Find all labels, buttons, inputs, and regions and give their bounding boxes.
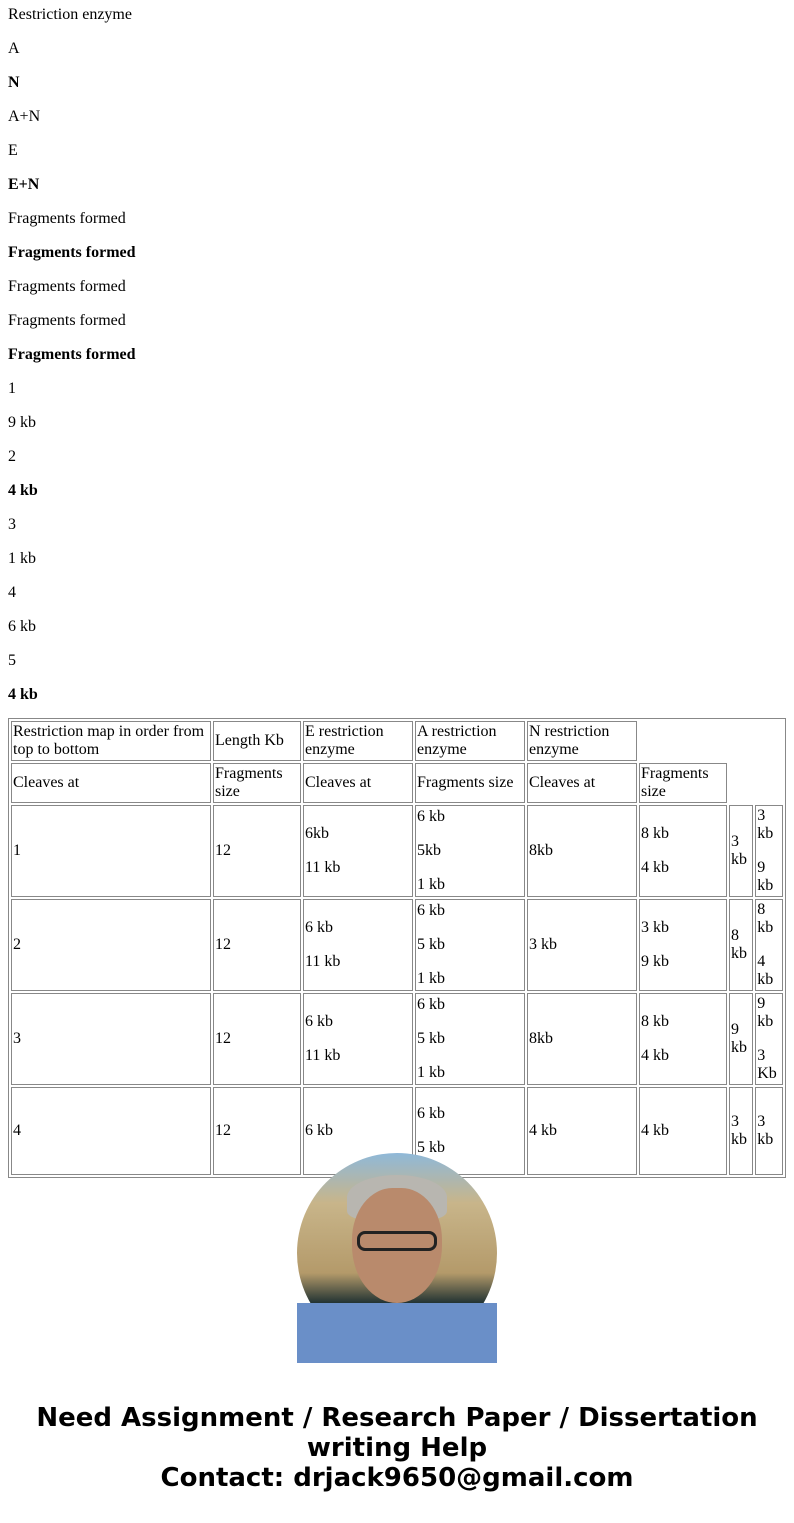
cell-line: 12 (215, 842, 231, 859)
document-content (8, 0, 786, 1156)
table-cell (415, 805, 525, 897)
cell-line: 9 kb (757, 859, 774, 894)
table-cell (415, 899, 525, 991)
cell-line: 8 kb (641, 1013, 669, 1030)
cell-line: 5 kb (417, 1030, 445, 1047)
cell-line: 4 kb (529, 1122, 557, 1139)
cell-line: 3 kb (529, 936, 557, 953)
cell-line: 3 kb (731, 833, 747, 868)
paragraph: E+N (8, 176, 40, 193)
cell-line: 3 kb (641, 919, 669, 936)
header-cell: Length Kb (213, 721, 301, 761)
table-cell (213, 1087, 301, 1175)
cell-line: 8 kb (757, 901, 774, 936)
table-cell (755, 899, 783, 991)
header-cell: Fragments size (415, 763, 525, 803)
table-header-row (11, 721, 783, 761)
paragraph: Fragments formed (8, 244, 136, 261)
header-cell: Cleaves at (303, 763, 413, 803)
header-cell: Cleaves at (11, 763, 211, 803)
paragraph: 6 kb (8, 618, 36, 635)
cell-line: 2 (13, 936, 21, 953)
table-cell (213, 993, 301, 1085)
paragraph: 1 (8, 380, 16, 397)
cell-line: 6 kb (417, 902, 445, 919)
cell-line: 6kb (305, 825, 329, 842)
paragraph-list (8, 0, 786, 714)
cell-line: 11 kb (305, 859, 341, 876)
footer-help-text: Need Assignment / Research Paper / Dissertation writing Help (36, 1403, 758, 1463)
table-cell (11, 1087, 211, 1175)
header-cell: Restriction map in order from top to bottom (11, 721, 211, 761)
cell-line: 4 kb (641, 1122, 669, 1139)
table-cell (11, 899, 211, 991)
cell-line: 1 kb (417, 1064, 445, 1081)
paragraph: Fragments formed (8, 346, 136, 363)
cell-line: 9 kb (757, 995, 774, 1030)
cell-line: 8 kb (731, 927, 747, 962)
cell-line: 3 kb (757, 1113, 774, 1148)
avatar-glasses (357, 1231, 437, 1251)
paragraph: 4 kb (8, 482, 38, 499)
cell-line: 4 (13, 1122, 21, 1139)
header-cell: E restriction enzyme (303, 721, 413, 761)
table-cell (639, 993, 727, 1085)
cell-line: 4 kb (641, 859, 669, 876)
table-cell (303, 899, 413, 991)
table-row (11, 993, 783, 1085)
paragraph: 1 kb (8, 550, 36, 567)
table-cell (639, 899, 727, 991)
cell-line: 3 kb (757, 807, 774, 842)
cell-line: 6 kb (417, 808, 445, 825)
cell-line: 11 kb (305, 1047, 341, 1064)
cell-line: 6 kb (305, 919, 333, 936)
paragraph: 5 (8, 652, 16, 669)
cell-line: 8kb (529, 1030, 553, 1047)
cell-line: 12 (215, 1122, 231, 1139)
table-cell (527, 993, 637, 1085)
cell-line: 6 kb (417, 996, 445, 1013)
cell-line: 9 kb (641, 953, 669, 970)
table-cell (11, 805, 211, 897)
paragraph: 9 kb (8, 414, 36, 431)
paragraph: A+N (8, 108, 41, 125)
table-cell (729, 899, 753, 991)
avatar-shirt (297, 1303, 497, 1363)
cell-line: 4 kb (641, 1047, 669, 1064)
header-cell: Fragments size (213, 763, 301, 803)
header-cell: Fragments size (639, 763, 727, 803)
table-cell (527, 805, 637, 897)
cell-line: 9 kb (731, 1021, 747, 1056)
author-avatar (297, 1153, 497, 1353)
table-cell (729, 805, 753, 897)
paragraph: 4 (8, 584, 16, 601)
cell-line: 3 kb (731, 1113, 747, 1148)
table-header-row (11, 763, 783, 803)
cell-line: 1 (13, 842, 21, 859)
table-row (11, 805, 783, 897)
table-row (11, 899, 783, 991)
table-cell (755, 805, 783, 897)
cell-line: 8kb (529, 842, 553, 859)
paragraph: Fragments formed (8, 210, 126, 227)
paragraph: A (8, 40, 20, 57)
cell-line: 12 (215, 936, 231, 953)
cell-line: 3 Kb (757, 1047, 777, 1082)
table-cell (213, 805, 301, 897)
cell-line: 5 kb (417, 936, 445, 953)
restriction-map-table (8, 718, 786, 1178)
table-cell (527, 1087, 637, 1175)
table-cell (755, 993, 783, 1085)
paragraph: Fragments formed (8, 312, 126, 329)
table-cell (303, 993, 413, 1085)
table-cell (415, 993, 525, 1085)
cell-line: 6 kb (417, 1105, 445, 1122)
header-cell: A restriction enzyme (415, 721, 525, 761)
cell-line: 1 kb (417, 970, 445, 987)
paragraph: 2 (8, 448, 16, 465)
table-cell (213, 899, 301, 991)
paragraph: Restriction enzyme (8, 6, 132, 23)
footer-contact-text: Contact: drjack9650@gmail.com (160, 1463, 634, 1493)
header-cell: N restriction enzyme (527, 721, 637, 761)
paragraph: N (8, 74, 20, 91)
header-cell: Cleaves at (527, 763, 637, 803)
table-cell (639, 805, 727, 897)
table-cell (11, 993, 211, 1085)
table-cell (729, 1087, 753, 1175)
cell-line: 6 kb (305, 1013, 333, 1030)
cell-line: 4 kb (757, 953, 774, 988)
table-cell (639, 1087, 727, 1175)
paragraph: 4 kb (8, 686, 38, 703)
paragraph: Fragments formed (8, 278, 126, 295)
cell-line: 3 (13, 1030, 21, 1047)
cell-line: 11 kb (305, 953, 341, 970)
table-cell (729, 993, 753, 1085)
cell-line: 6 kb (305, 1122, 333, 1139)
cell-line: 5 kb (417, 1139, 445, 1156)
paragraph: 3 (8, 516, 16, 533)
contact-footer (0, 1403, 794, 1493)
table-cell (755, 1087, 783, 1175)
cell-line: 12 (215, 1030, 231, 1047)
cell-line: 5kb (417, 842, 441, 859)
table-cell (303, 805, 413, 897)
cell-line: 1 kb (417, 876, 445, 893)
paragraph: E (8, 142, 18, 159)
cell-line: 8 kb (641, 825, 669, 842)
table-cell (527, 899, 637, 991)
